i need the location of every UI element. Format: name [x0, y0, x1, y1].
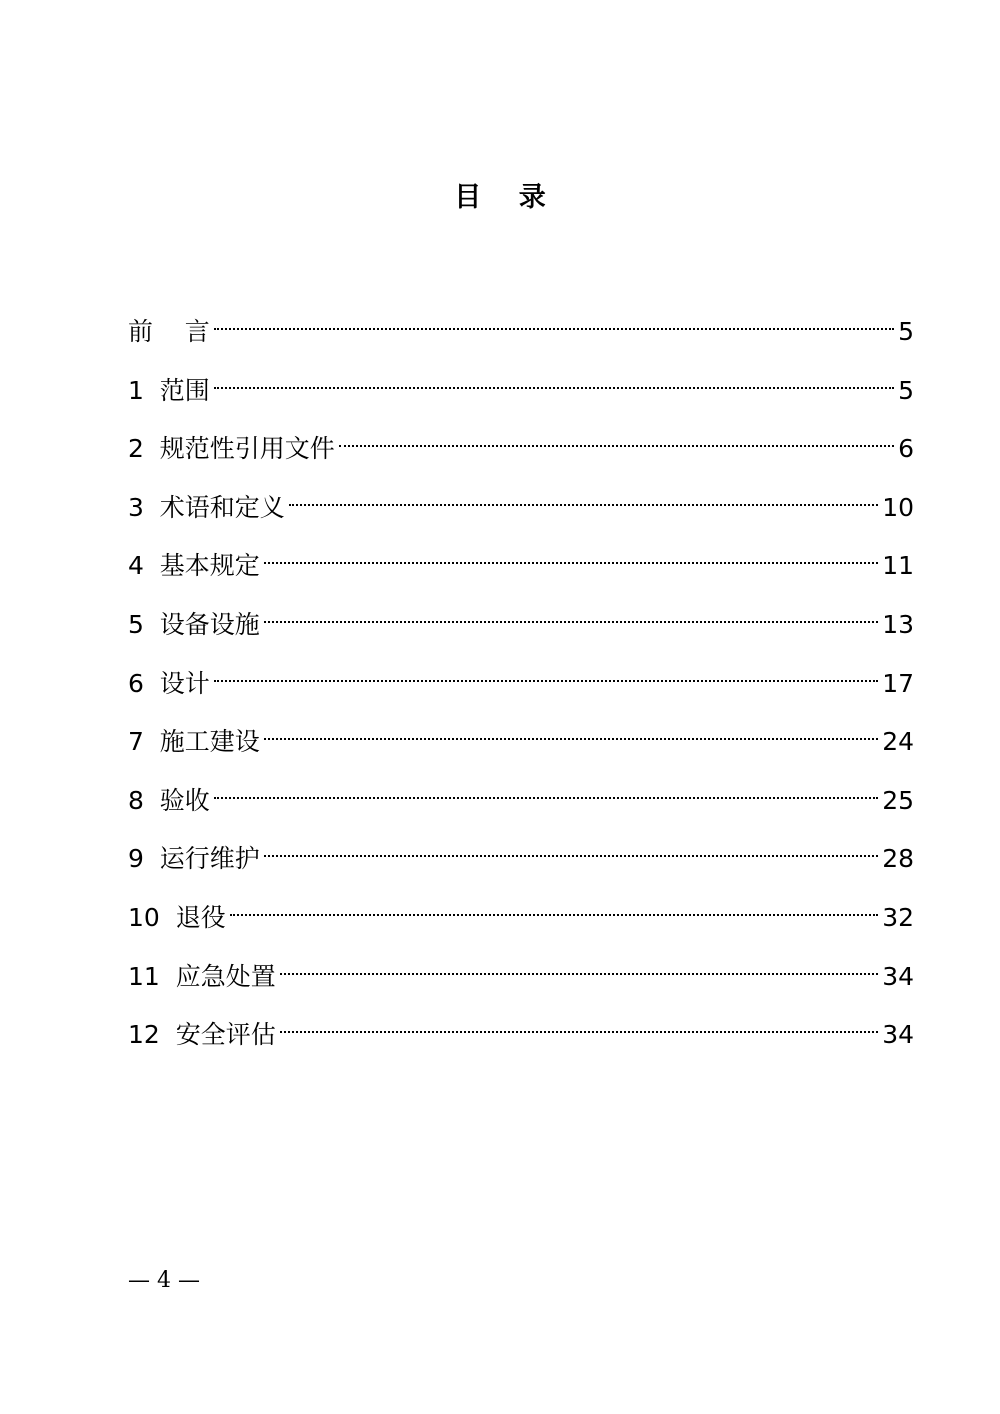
toc-entry-label: 4 基本规定 — [128, 551, 260, 581]
page-number-footer: — 4 — — [128, 1268, 200, 1293]
toc-dot-leader — [214, 355, 894, 399]
toc-entry-operation-maintenance[interactable] — [128, 823, 914, 882]
toc-entry-scope[interactable] — [128, 355, 914, 414]
toc-entry-label: 1 范围 — [128, 375, 210, 405]
toc-dot-leader — [214, 648, 878, 692]
toc-entry-page: 34 — [882, 1020, 914, 1050]
toc-entry-acceptance[interactable] — [128, 765, 914, 824]
toc-entry-page: 25 — [882, 785, 914, 815]
toc-entry-preface[interactable] — [128, 296, 914, 355]
toc-entry-page: 6 — [898, 434, 914, 464]
toc-dot-leader — [264, 823, 878, 867]
toc-dot-leader — [280, 999, 878, 1043]
toc-entry-equipment-facilities[interactable] — [128, 589, 914, 648]
toc-entry-terms-definitions[interactable] — [128, 472, 914, 531]
toc-entry-page: 24 — [882, 727, 914, 757]
toc-dot-leader — [264, 706, 878, 750]
toc-entry-page: 5 — [898, 317, 914, 346]
toc-dot-leader — [280, 941, 878, 985]
page-title: 目 录 — [454, 182, 546, 213]
toc-entry-page: 17 — [882, 668, 914, 698]
toc-dot-leader — [264, 589, 878, 633]
toc-entry-label: 前 言 — [128, 317, 210, 346]
toc-entry-page: 5 — [898, 375, 914, 405]
toc-entry-label: 10 退役 — [128, 902, 226, 932]
toc-entry-label: 11 应急处置 — [128, 961, 276, 991]
toc-entry-safety-assessment[interactable] — [128, 999, 914, 1058]
toc-entry-basic-provisions[interactable] — [128, 530, 914, 589]
toc-entry-design[interactable] — [128, 648, 914, 707]
toc-entry-page: 32 — [882, 902, 914, 932]
table-of-contents — [128, 296, 914, 1058]
toc-entry-decommissioning[interactable] — [128, 882, 914, 941]
toc-dot-leader — [339, 413, 894, 457]
toc-dot-leader — [214, 765, 878, 809]
toc-entry-normative-references[interactable] — [128, 413, 914, 472]
toc-dot-leader — [214, 296, 894, 340]
toc-entry-page: 10 — [882, 492, 914, 522]
toc-entry-construction[interactable] — [128, 706, 914, 765]
toc-dot-leader — [289, 472, 878, 516]
toc-entry-label: 12 安全评估 — [128, 1020, 276, 1050]
toc-dot-leader — [264, 530, 878, 574]
toc-entry-page: 34 — [882, 961, 914, 991]
toc-entry-page: 28 — [882, 844, 914, 874]
toc-entry-label: 9 运行维护 — [128, 844, 260, 874]
toc-entry-page: 11 — [882, 551, 914, 581]
toc-entry-label: 7 施工建设 — [128, 727, 260, 757]
toc-entry-page: 13 — [882, 609, 914, 639]
toc-entry-emergency-response[interactable] — [128, 941, 914, 1000]
toc-entry-label: 6 设计 — [128, 668, 210, 698]
toc-entry-label: 8 验收 — [128, 785, 210, 815]
toc-entry-label: 2 规范性引用文件 — [128, 434, 335, 464]
toc-dot-leader — [230, 882, 878, 926]
toc-entry-label: 5 设备设施 — [128, 609, 260, 639]
toc-entry-label: 3 术语和定义 — [128, 492, 285, 522]
